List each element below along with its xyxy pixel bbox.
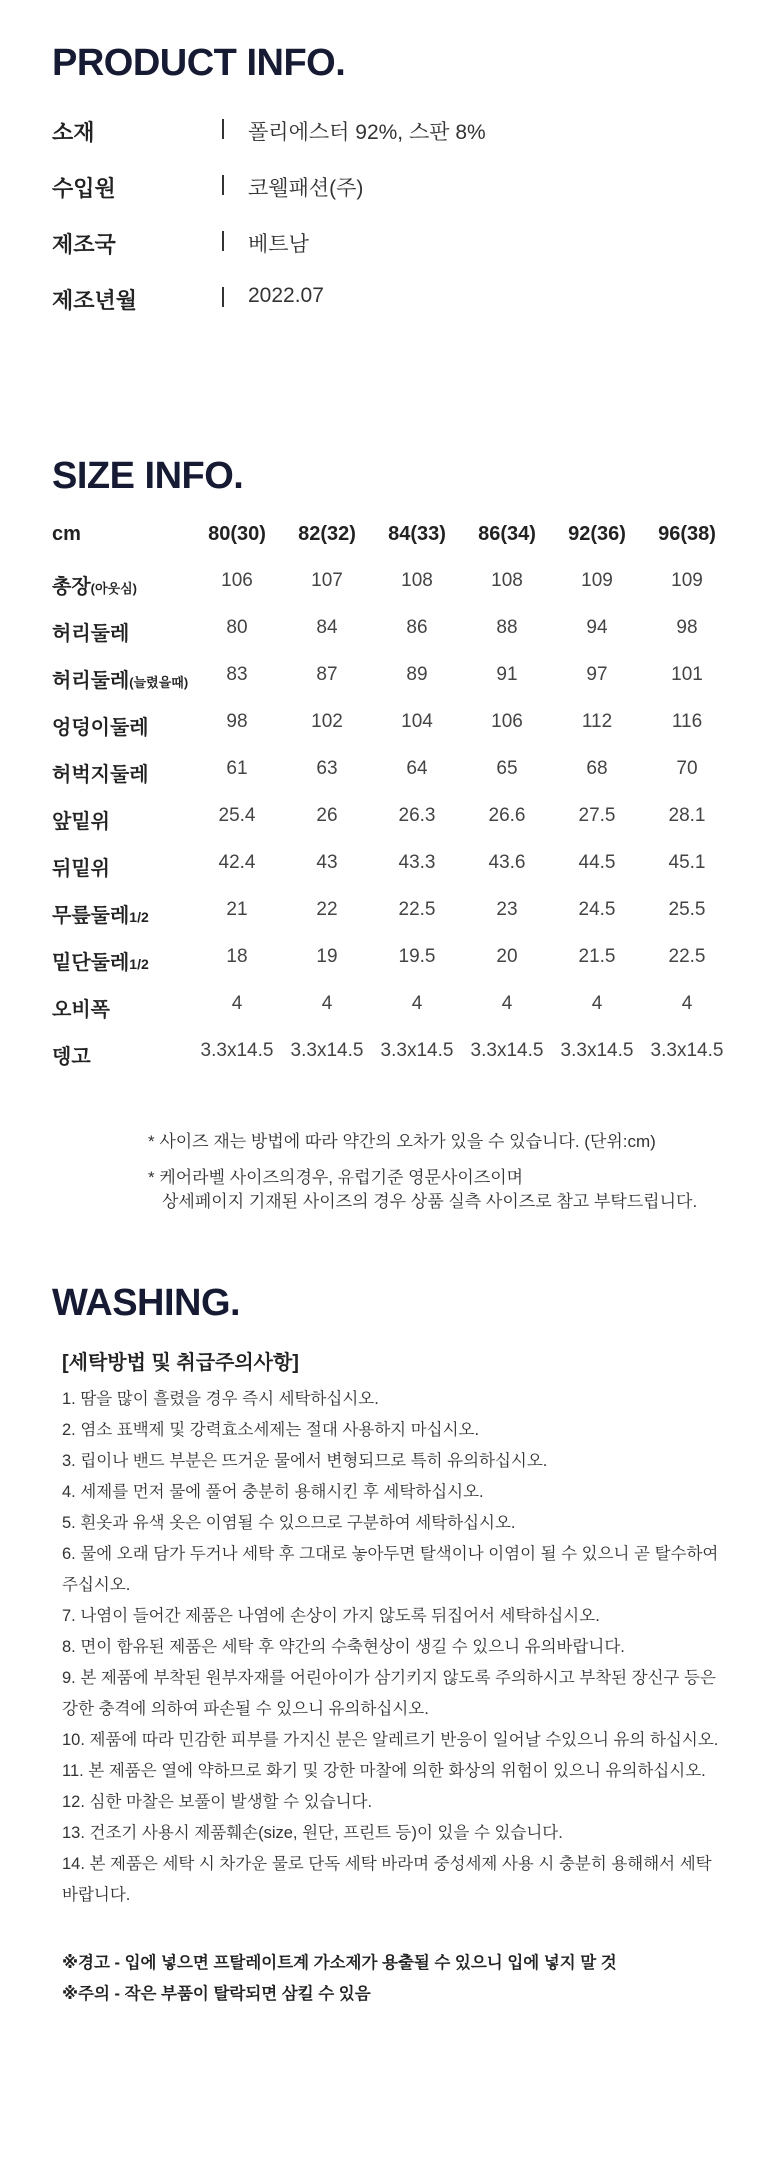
- size-row-label-text: 허리둘레: [52, 623, 130, 645]
- size-cell: 97: [586, 664, 608, 685]
- size-cell: 27.5: [578, 805, 616, 826]
- size-cell: 80: [226, 617, 248, 638]
- separator: [222, 119, 224, 139]
- size-column-header: 80(30): [208, 523, 266, 545]
- size-cell: 19.5: [398, 946, 436, 967]
- size-cell: 22: [316, 899, 338, 920]
- washing-item: 5. 흰옷과 유색 옷은 이염될 수 있으므로 구분하여 세탁하십시오.: [62, 1514, 516, 1532]
- product-info-label: 제조국: [52, 232, 116, 257]
- size-table-row: [52, 758, 732, 805]
- size-info-title: SIZE INFO.: [52, 455, 244, 497]
- size-cell: 45.1: [668, 852, 706, 873]
- size-cell: 68: [586, 758, 608, 779]
- size-row-label: [52, 570, 137, 599]
- size-cell: 26.6: [488, 805, 526, 826]
- size-cell: 3.3x14.5: [380, 1040, 454, 1061]
- washing-item: 1. 땀을 많이 흘렸을 경우 즉시 세탁하십시오.: [62, 1390, 379, 1408]
- product-info-label: 제조년월: [52, 288, 138, 313]
- product-info-value: 베트남: [248, 233, 309, 256]
- size-cell: 22.5: [398, 899, 436, 920]
- size-column-header: 82(32): [298, 523, 356, 545]
- washing-item: 8. 면이 함유된 제품은 세탁 후 약간의 수축현상이 생길 수 있으니 유의바랍니다.: [62, 1638, 625, 1656]
- size-row-label: [52, 617, 129, 646]
- separator: [222, 287, 224, 307]
- size-note: 상세페이지 기재된 사이즈의 경우 상품 실측 사이즈로 참고 부탁드립니다.: [162, 1192, 698, 1211]
- washing-item: 11. 본 제품은 열에 약하므로 화기 및 강한 마찰에 의한 화상의 위험이 있으니 유의하십시오.: [62, 1762, 706, 1780]
- size-cell: 26: [316, 805, 338, 826]
- size-cell: 20: [496, 946, 518, 967]
- size-cell: 4: [321, 993, 333, 1014]
- size-table-row: [52, 570, 732, 617]
- washing-item: 주십시오.: [62, 1576, 131, 1594]
- size-cell: 91: [496, 664, 518, 685]
- size-cell: 64: [406, 758, 428, 779]
- size-cell: 107: [311, 570, 343, 591]
- washing-item: 3. 립이나 밴드 부분은 뜨거운 물에서 변형되므로 특히 유의하십시오.: [62, 1452, 548, 1470]
- product-info-value: 코웰패션(주): [248, 177, 364, 200]
- size-row-label-text: 뒤밑위: [52, 858, 110, 880]
- size-cell: 21: [226, 899, 248, 920]
- size-row-label-text: 허리둘레: [52, 670, 130, 692]
- size-note: * 사이즈 재는 방법에 따라 약간의 오차가 있을 수 있습니다. (단위:cm): [148, 1132, 656, 1151]
- size-row-label: [52, 664, 188, 693]
- size-cell: 98: [226, 711, 248, 732]
- size-row-label: [52, 1040, 91, 1069]
- size-row-label: [52, 758, 149, 787]
- unit-label: cm: [52, 523, 81, 545]
- size-cell: 101: [671, 664, 703, 685]
- size-cell: 65: [496, 758, 518, 779]
- size-cell: 3.3x14.5: [290, 1040, 364, 1061]
- washing-item: 바랍니다.: [62, 1886, 131, 1904]
- size-cell: 83: [226, 664, 248, 685]
- product-info-label: 소재: [52, 120, 95, 145]
- size-cell: 4: [591, 993, 603, 1014]
- size-column-header: 92(36): [568, 523, 626, 545]
- size-row-label: [52, 899, 149, 928]
- size-table-row: [52, 899, 732, 946]
- size-column-header: 86(34): [478, 523, 536, 545]
- size-notes: [148, 1130, 708, 1226]
- caution-text: ※주의 - 작은 부품이 탈락되면 삼킬 수 있음: [62, 1985, 371, 2003]
- size-row-label-text: 총장: [52, 576, 91, 598]
- size-cell: 106: [491, 711, 523, 732]
- size-table-row: [52, 711, 732, 758]
- product-info-row-country: [52, 228, 652, 258]
- size-cell: 43: [316, 852, 338, 873]
- size-table-row: [52, 617, 732, 664]
- size-cell: 4: [411, 993, 423, 1014]
- size-row-label-text: 엉덩이둘레: [52, 717, 149, 739]
- washing-item: 2. 염소 표백제 및 강력효소세제는 절대 사용하지 마십시오.: [62, 1421, 480, 1439]
- size-row-label-fraction: 1/2: [129, 956, 149, 972]
- size-row-label-text: 앞밑위: [52, 811, 110, 833]
- size-table-row: [52, 946, 732, 993]
- separator: [222, 231, 224, 251]
- size-table-row: [52, 1040, 732, 1087]
- warnings: [62, 1948, 617, 2010]
- size-note: * 케어라벨 사이즈의경우, 유럽기준 영문사이즈이며: [148, 1168, 524, 1187]
- size-cell: 3.3x14.5: [650, 1040, 724, 1061]
- washing-item: 4. 세제를 먼저 물에 풀어 충분히 용해시킨 후 세탁하십시오.: [62, 1483, 484, 1501]
- washing-item: 12. 심한 마찰은 보풀이 발생할 수 있습니다.: [62, 1793, 373, 1811]
- product-info-row-importer: [52, 172, 652, 202]
- size-row-label: [52, 993, 110, 1022]
- size-cell: 84: [316, 617, 338, 638]
- size-column-header: 96(38): [658, 523, 716, 545]
- size-cell: 109: [581, 570, 613, 591]
- size-row-label: [52, 711, 149, 740]
- size-column-header: 84(33): [388, 523, 446, 545]
- size-row-label: [52, 946, 149, 975]
- size-cell: 61: [226, 758, 248, 779]
- size-cell: 18: [226, 946, 248, 967]
- size-cell: 28.1: [668, 805, 706, 826]
- size-cell: 98: [676, 617, 698, 638]
- size-cell: 24.5: [578, 899, 616, 920]
- size-row-label-fraction: 1/2: [129, 909, 149, 925]
- size-cell: 22.5: [668, 946, 706, 967]
- product-info-label: 수입원: [52, 176, 116, 201]
- size-cell: 43.6: [488, 852, 526, 873]
- product-info-row-date: [52, 284, 652, 314]
- size-row-label-text: 허벅지둘레: [52, 764, 149, 786]
- size-cell: 63: [316, 758, 338, 779]
- size-cell: 106: [221, 570, 253, 591]
- washing-item: 10. 제품에 따라 민감한 피부를 가지신 분은 알레르기 반응이 일어날 수있으니 유의 하십시오.: [62, 1731, 719, 1749]
- size-cell: 70: [676, 758, 698, 779]
- size-table-row: [52, 664, 732, 711]
- size-row-label-suffix: (늘렸을때): [129, 675, 189, 690]
- size-table-row: [52, 852, 732, 899]
- washing-item: 14. 본 제품은 세탁 시 차가운 물로 단독 세탁 바라며 중성세제 사용 시 충분히 용해해서 세탁: [62, 1855, 712, 1873]
- size-cell: 108: [491, 570, 523, 591]
- size-cell: 26.3: [398, 805, 436, 826]
- size-cell: 112: [581, 711, 613, 732]
- size-cell: 4: [501, 993, 513, 1014]
- size-cell: 3.3x14.5: [560, 1040, 634, 1061]
- size-row-label: [52, 852, 110, 881]
- size-cell: 25.4: [218, 805, 256, 826]
- washing-item: 13. 건조기 사용시 제품훼손(size, 원단, 프린트 등)이 있을 수 있습니다.: [62, 1824, 563, 1842]
- separator: [222, 175, 224, 195]
- size-table: [52, 523, 732, 1087]
- size-row-label: [52, 805, 110, 834]
- size-cell: 4: [231, 993, 243, 1014]
- size-cell: 21.5: [578, 946, 616, 967]
- size-table-row: [52, 805, 732, 852]
- size-cell: 102: [311, 711, 343, 732]
- product-info-row-material: [52, 116, 652, 146]
- size-cell: 44.5: [578, 852, 616, 873]
- size-row-label-text: 뎅고: [52, 1046, 91, 1068]
- size-cell: 23: [496, 899, 518, 920]
- size-row-label-text: 밑단둘레: [52, 952, 130, 974]
- washing-title: WASHING.: [52, 1282, 241, 1324]
- size-cell: 3.3x14.5: [200, 1040, 274, 1061]
- size-cell: 108: [401, 570, 433, 591]
- size-cell: 19: [316, 946, 338, 967]
- size-row-label-text: 무릎둘레: [52, 905, 130, 927]
- warning-text: ※경고 - 입에 넣으면 프탈레이트계 가소제가 용출될 수 있으니 입에 넣지 말 것: [62, 1954, 617, 1972]
- size-cell: 42.4: [218, 852, 256, 873]
- washing-item: 9. 본 제품에 부착된 원부자재를 어린아이가 삼기키지 않도록 주의하시고 부착된 장신구 등은: [62, 1669, 716, 1687]
- size-cell: 87: [316, 664, 338, 685]
- size-table-row: [52, 993, 732, 1040]
- size-table-header: [52, 523, 732, 570]
- washing-item: 강한 충격에 의하여 파손될 수 있으니 유의하십시오.: [62, 1700, 429, 1718]
- product-info-value: 폴리에스터 92%, 스판 8%: [248, 121, 486, 144]
- washing-item: 6. 물에 오래 담가 두거나 세탁 후 그대로 놓아두면 탈색이나 이염이 될 수 있으니 곧 탈수하여: [62, 1545, 719, 1563]
- size-cell: 94: [586, 617, 608, 638]
- size-cell: 86: [406, 617, 428, 638]
- size-row-label-suffix: (아웃심): [90, 581, 137, 596]
- product-info-value: 2022.07: [248, 284, 324, 307]
- washing-item: 7. 나염이 들어간 제품은 나염에 손상이 가지 않도록 뒤집어서 세탁하십시오.: [62, 1607, 600, 1625]
- size-cell: 25.5: [668, 899, 706, 920]
- size-cell: 116: [671, 711, 703, 732]
- product-info-title: PRODUCT INFO.: [52, 42, 346, 84]
- size-row-label-text: 오비폭: [52, 999, 110, 1021]
- size-cell: 4: [681, 993, 693, 1014]
- size-cell: 88: [496, 617, 518, 638]
- size-cell: 89: [406, 664, 428, 685]
- size-cell: 43.3: [398, 852, 436, 873]
- size-cell: 104: [401, 711, 433, 732]
- washing-subtitle: [세탁방법 및 취급주의사항]: [62, 1352, 299, 1374]
- size-cell: 3.3x14.5: [470, 1040, 544, 1061]
- size-cell: 109: [671, 570, 703, 591]
- washing-list: [62, 1384, 722, 1911]
